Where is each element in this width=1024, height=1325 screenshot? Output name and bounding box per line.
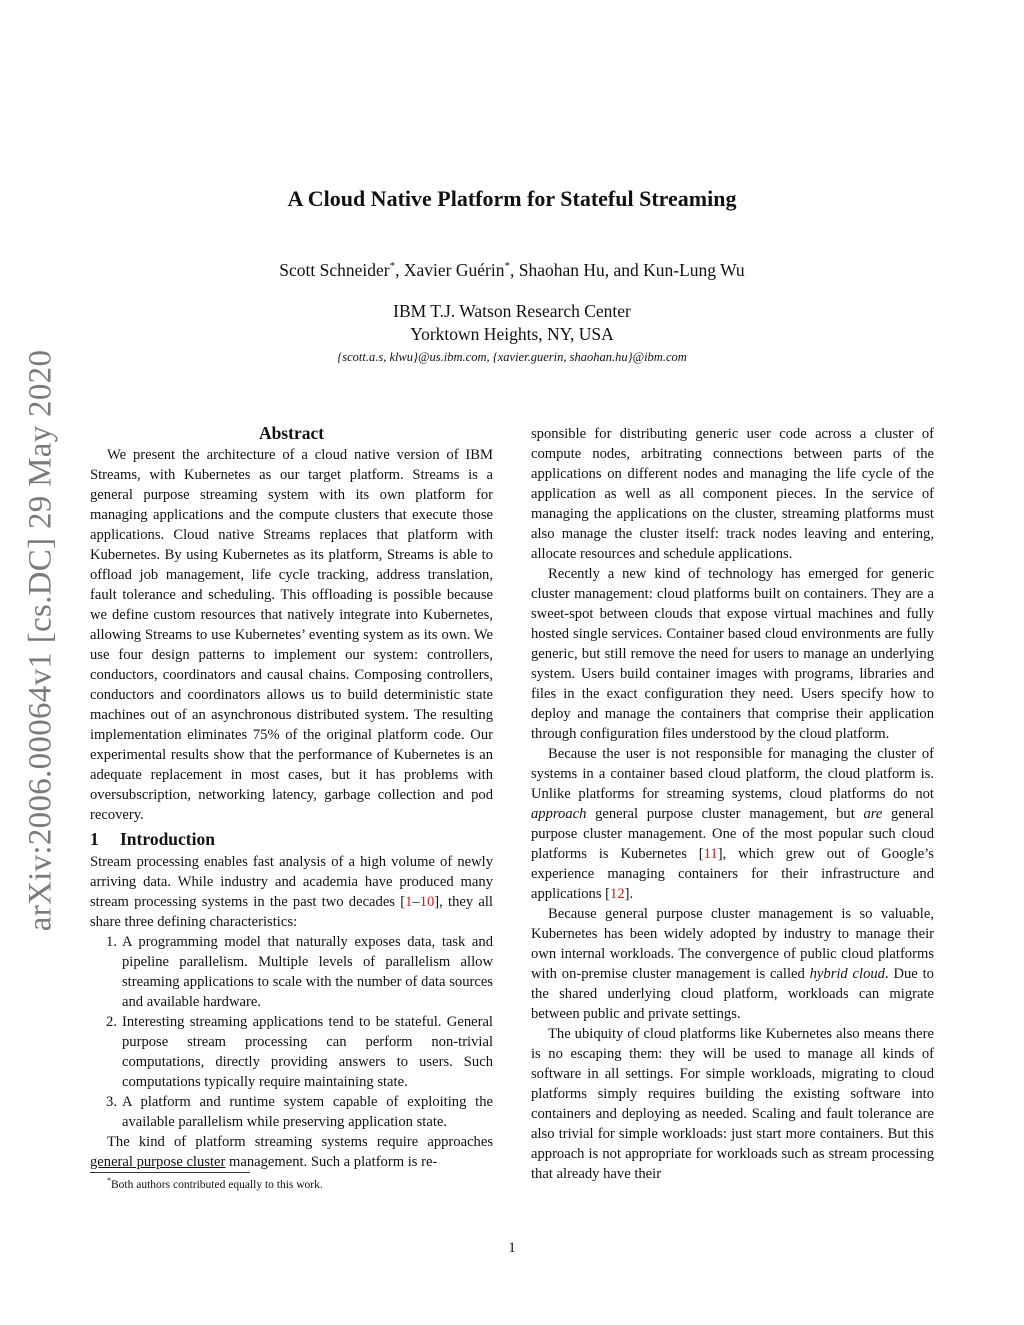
equal-contrib-mark-1: * <box>389 260 396 273</box>
right-paragraph-1: sponsible for distributing generic user code across a cluster of compute nodes, arbitrating connections between parts of the applications on different nodes and managing the life cycle of the application as well as all component pieces. In the service of managing the applications on the cluster, streaming platforms must also manage the cluster itself: track nodes leaving and entering, allocate resources and schedule applications. <box>531 426 934 562</box>
author-emails: {scott.a.s, klwu}@us.ibm.com, {xavier.guerin, shaohan.hu}@ibm.com <box>337 350 687 364</box>
list-item <box>90 1092 493 1132</box>
abstract-heading: Abstract <box>258 423 325 443</box>
section-heading-introduction <box>90 828 493 850</box>
intro-p2-text-a: The kind of platform streaming systems require approaches <box>107 1134 493 1150</box>
paper-title: A Cloud Native Platform for Stateful Streaming <box>287 186 737 211</box>
right-paragraph-3 <box>531 744 934 904</box>
equal-contrib-mark-2: * <box>504 260 510 273</box>
left-column <box>90 422 493 1193</box>
p3-text-b: general purpose cluster management, but <box>586 806 864 822</box>
arxiv-id: arXiv:2006.00064v1 [cs.DC] 29 May 2020 <box>22 349 59 931</box>
right-paragraph-4 <box>531 904 934 1024</box>
citation-link-11[interactable]: 11 <box>703 846 718 862</box>
affiliation-line-1: IBM T.J. Watson Research Center <box>393 301 631 321</box>
intro-p1-text-a: Stream processing enables fast analysis of a high volume of newly arriving data. While industry and academia have produced many stream processing systems in the past two decades [ <box>90 854 493 910</box>
page-number: 1 <box>508 1240 516 1256</box>
author-2: , Xavier Guérin <box>395 260 505 280</box>
affiliation-line-2: Yorktown Heights, NY, USA <box>410 324 614 344</box>
p3-text-d: ], which grew out of Google’s experience managing containers for their infrastructure and applications [ <box>531 846 934 902</box>
p3-text-a: Because the user is not responsible for managing the cluster of systems in a container based cloud platform, the cloud platform is. Unlike platforms for streaming systems, cloud platforms do not <box>531 746 934 802</box>
list-item-text: A programming model that naturally exposes data, task and pipeline parallelism. Multiple levels of parallelism allow streaming applications to scale with the number of data sources and available hardware. <box>122 934 493 1010</box>
intro-p1-text-b: ], they all share three defining characteristics: <box>90 894 493 930</box>
right-paragraph-2: Recently a new kind of technology has emerged for generic cluster management: cloud platforms built on containers. They are a sweet-spot between clouds that expose virtual machines and fully hosted single services. Container based cloud environments are fully generic, but still remove the need for users to manage an underlying system. Users build container images with programs, libraries and files in the exact configuration they need. Users specify how to deploy and manage the containers that comprise their application through configuration files understood by the cloud platform. <box>531 566 934 742</box>
section-number: 1 <box>90 829 99 849</box>
right-column <box>531 424 934 1184</box>
p3-text-e: ]. <box>624 886 634 902</box>
citation-link-10[interactable]: 10 <box>419 894 435 910</box>
emphasis-are: are <box>863 806 883 822</box>
list-item-text: A platform and runtime system capable of exploiting the available parallelism while preserving application state. <box>122 1094 493 1130</box>
intro-p2-text-b: management. Such a platform is re- <box>225 1154 438 1170</box>
footnote <box>90 1173 493 1193</box>
citation-link-12[interactable]: 12 <box>610 886 625 902</box>
underlined-phrase: general purpose cluster <box>90 1154 226 1170</box>
affiliation <box>0 300 1024 346</box>
list-item <box>90 932 493 1012</box>
citation-link-1[interactable]: 1 <box>405 894 413 910</box>
intro-paragraph-1 <box>90 852 493 932</box>
footnote-text: Both authors contributed equally to this work. <box>111 1178 323 1191</box>
intro-paragraph-2 <box>90 1132 493 1172</box>
list-item <box>90 1012 493 1092</box>
author-1: Scott Schneider <box>279 260 390 280</box>
right-paragraph-5: The ubiquity of cloud platforms like Kubernetes also means there is no escaping them: they will be used to manage all kinds of software in all settings. For simple workloads, migrating to cloud platforms simply requires building the existing software into containers and deploying as needed. Scaling and fault tolerance are also trivial for simple workloads: just start more containers. But this approach is not appropriate for workloads such as stream processing that already have their <box>531 1026 934 1182</box>
list-item-number: 3. <box>106 1094 117 1110</box>
author-list <box>0 260 1024 281</box>
characteristics-list <box>90 932 493 1132</box>
citation-range-dash: – <box>412 894 420 910</box>
p4-text-b: . Due to the shared underlying cloud platform, workloads can migrate between public and private settings. <box>531 966 934 1022</box>
arxiv-stamp <box>12 330 70 950</box>
section-title: Introduction <box>120 829 215 849</box>
emphasis-approach: approach <box>531 806 587 822</box>
p3-text-c: general purpose cluster management. One of the most popular such cloud platforms is Kubernetes [ <box>531 806 934 862</box>
emphasis-hybrid-cloud: hybrid cloud <box>809 966 885 982</box>
p4-text-a: Because general purpose cluster management is so valuable, Kubernetes has been widely adopted by industry to manage their own internal workloads. The convergence of public cloud platforms with on-premise cluster management is called <box>531 906 934 982</box>
abstract-text: We present the architecture of a cloud native version of IBM Streams, with Kubernetes as our target platform. Streams is a general purpose streaming system with its own platform for managing applications and the compute clusters that execute those applications. Cloud native Streams replaces that platform with Kubernetes. By using Kubernetes as its platform, Streams is able to offload job management, life cycle tracking, address translation, fault tolerance and scheduling. This offloading is possible because we define custom resources that natively integrate into Kubernetes, allowing Streams to use Kubernetes’ eventing system as its own. We use four design patterns to implement our system: controllers, conductors, coordinators and causal chains. Composing controllers, conductors and coordinators allows us to build deterministic state machines out of an asynchronous distributed system. The resulting implementation eliminates 75% of the original platform code. Our experimental results show that the performance of Kubernetes is an adequate replacement in most cases, but it has problems with oversubscription, networking latency, garbage collection and pod recovery. <box>90 447 493 823</box>
list-item-number: 1. <box>106 934 117 950</box>
list-item-text: Interesting streaming applications tend to be stateful. General purpose stream processing can perform non-trivial computations, directly providing answers to users. Such computations typically require maintaining state. <box>122 1014 493 1090</box>
footnote-mark: * <box>107 1176 111 1185</box>
list-item-number: 2. <box>106 1014 117 1030</box>
author-rest: , Shaohan Hu, and Kun-Lung Wu <box>509 260 745 280</box>
